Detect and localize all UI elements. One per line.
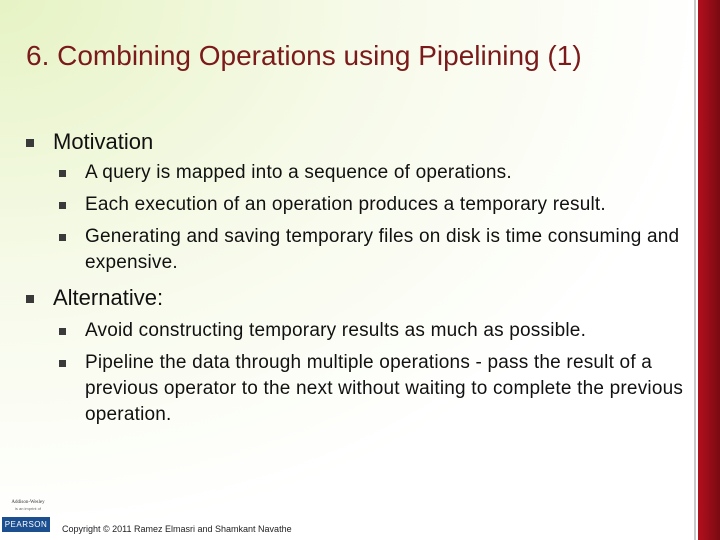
slide-title: 6. Combining Operations using Pipelining (1) (26, 40, 582, 71)
square-bullet-icon (26, 139, 34, 147)
bullet-text: Motivation (53, 129, 154, 154)
bullet-motivation (26, 128, 686, 156)
square-bullet-icon (59, 360, 66, 367)
right-divider-line (694, 0, 696, 540)
sub-bullet-text: A query is mapped into a sequence of operations. (85, 162, 512, 183)
square-bullet-icon (59, 234, 66, 241)
sub-bullet (59, 350, 686, 428)
sub-bullet (59, 160, 686, 186)
copyright-notice: Copyright © 2011 Ramez Elmasri and Shamkant Navathe (62, 524, 292, 534)
square-bullet-icon (59, 170, 66, 177)
square-bullet-icon (59, 202, 66, 209)
alternative-subitems (26, 318, 686, 428)
square-bullet-icon (26, 295, 34, 303)
square-bullet-icon (59, 328, 66, 335)
sub-bullet (59, 192, 686, 218)
publisher-name: Addison-Wesley (11, 500, 45, 505)
sub-bullet (59, 224, 686, 276)
sub-bullet-text: Each execution of an operation produces a temporary result. (85, 194, 606, 215)
sub-bullet-text: Generating and saving temporary files on disk is time consuming and expensive. (85, 226, 680, 273)
bullet-list (26, 128, 686, 428)
publisher-logo (2, 500, 54, 540)
publisher-imprint: is an imprint of (14, 506, 41, 511)
sub-bullet-text: Pipeline the data through multiple operations - pass the result of a previous operator to the next without waiting to complete the previous operation. (85, 352, 684, 425)
sub-bullet-text: Avoid constructing temporary results as much as possible. (85, 320, 587, 341)
pearson-logo: PEARSON (2, 517, 50, 532)
sub-bullet (59, 318, 686, 344)
bullet-alternative (26, 284, 686, 312)
motivation-subitems (26, 160, 686, 276)
right-accent-bar (698, 0, 720, 540)
bullet-text: Alternative: (53, 285, 164, 310)
